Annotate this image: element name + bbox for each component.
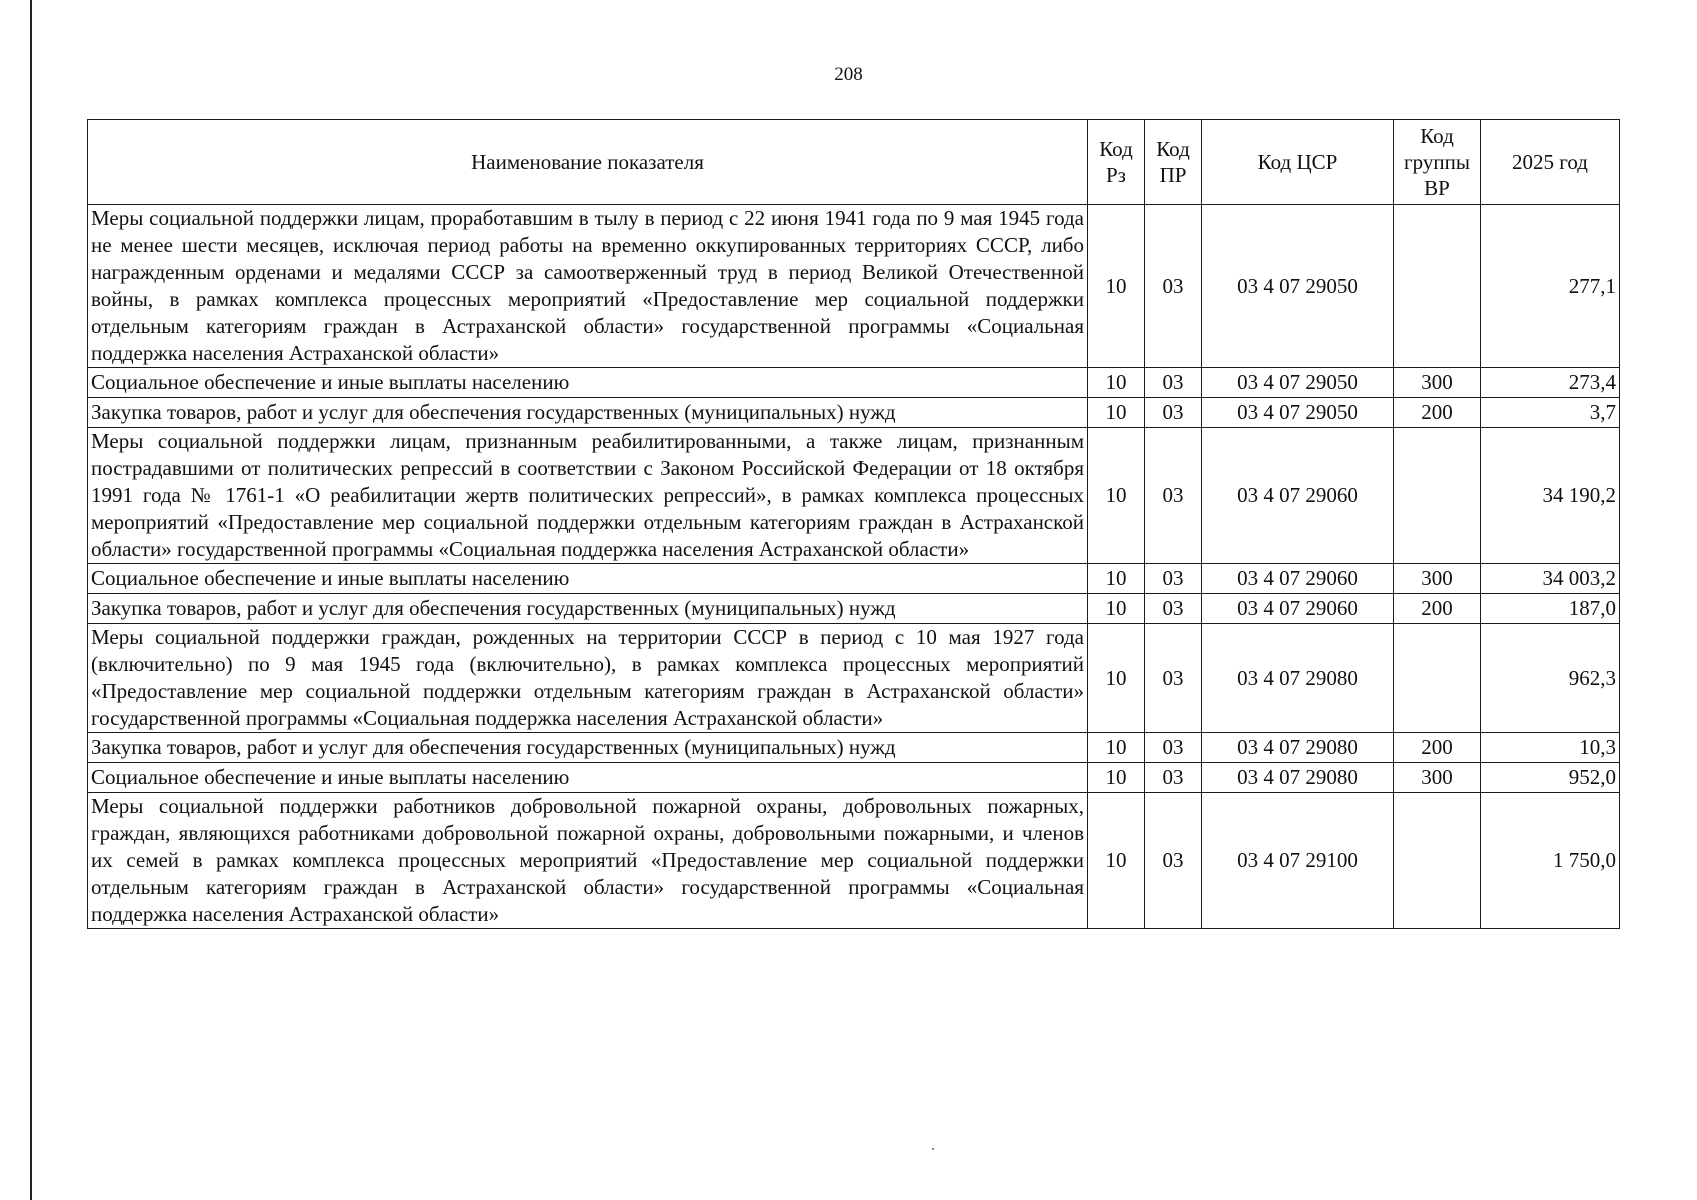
table-row [88, 368, 1620, 398]
header-vr: Код группы ВР [1394, 120, 1481, 205]
header-csr: Код ЦСР [1202, 120, 1394, 205]
row-csr: 03 4 07 29060 [1202, 594, 1394, 624]
row-rz: 10 [1088, 793, 1145, 929]
row-csr: 03 4 07 29050 [1202, 368, 1394, 398]
row-pr: 03 [1145, 398, 1202, 428]
row-vr: 200 [1394, 594, 1481, 624]
table-row [88, 793, 1620, 929]
row-csr: 03 4 07 29060 [1202, 564, 1394, 594]
row-csr: 03 4 07 29080 [1202, 624, 1394, 733]
row-amount: 962,3 [1481, 624, 1620, 733]
binding-margin-line [30, 0, 32, 1200]
row-csr: 03 4 07 29050 [1202, 398, 1394, 428]
row-amount: 34 003,2 [1481, 564, 1620, 594]
row-amount: 3,7 [1481, 398, 1620, 428]
row-csr: 03 4 07 29100 [1202, 793, 1394, 929]
row-rz: 10 [1088, 763, 1145, 793]
row-pr: 03 [1145, 763, 1202, 793]
row-pr: 03 [1145, 733, 1202, 763]
row-vr [1394, 205, 1481, 368]
table-row [88, 564, 1620, 594]
row-amount: 277,1 [1481, 205, 1620, 368]
header-rz: Код Рз [1088, 120, 1145, 205]
row-csr: 03 4 07 29080 [1202, 763, 1394, 793]
table-row [88, 594, 1620, 624]
row-name: Меры социальной поддержки граждан, рожденных на территории СССР в период с 10 мая 1927 года (включительно) по 9 мая 1945 года (включительно), в рамках комплекса процессных мероприятий «Предоставление мер социальной поддержки отдельным категориям граждан в Астраханской области» государственной программы «Социальная поддержка населения Астраханской области» [88, 624, 1088, 733]
row-pr: 03 [1145, 205, 1202, 368]
row-name: Социальное обеспечение и иные выплаты населению [88, 564, 1088, 594]
row-name: Меры социальной поддержки лицам, проработавшим в тылу в период с 22 июня 1941 года по 9 мая 1945 года не менее шести месяцев, исключая период работы на временно оккупированных территориях СССР, либо награжденным орденами и медалями СССР за самоотверженный труд в период Великой Отечественной войны, в рамках комплекса процессных мероприятий «Предоставление мер социальной поддержки отдельным категориям граждан в Астраханской области» государственной программы «Социальная поддержка населения Астраханской области» [88, 205, 1088, 368]
row-vr: 300 [1394, 763, 1481, 793]
row-csr: 03 4 07 29060 [1202, 428, 1394, 564]
row-pr: 03 [1145, 594, 1202, 624]
row-rz: 10 [1088, 594, 1145, 624]
row-name: Социальное обеспечение и иные выплаты населению [88, 763, 1088, 793]
row-name: Закупка товаров, работ и услуг для обеспечения государственных (муниципальных) нужд [88, 594, 1088, 624]
row-pr: 03 [1145, 428, 1202, 564]
row-amount: 10,3 [1481, 733, 1620, 763]
row-vr: 300 [1394, 564, 1481, 594]
table-row [88, 205, 1620, 368]
table-row [88, 763, 1620, 793]
row-pr: 03 [1145, 564, 1202, 594]
row-vr [1394, 624, 1481, 733]
header-name: Наименование показателя [88, 120, 1088, 205]
table-header-row [88, 120, 1620, 205]
row-amount: 1 750,0 [1481, 793, 1620, 929]
row-amount: 273,4 [1481, 368, 1620, 398]
row-amount: 187,0 [1481, 594, 1620, 624]
header-pr: Код ПР [1145, 120, 1202, 205]
row-csr: 03 4 07 29050 [1202, 205, 1394, 368]
row-rz: 10 [1088, 624, 1145, 733]
row-vr: 300 [1394, 368, 1481, 398]
row-vr: 200 [1394, 733, 1481, 763]
page-number: 208 [834, 64, 863, 85]
row-pr: 03 [1145, 368, 1202, 398]
row-rz: 10 [1088, 428, 1145, 564]
table-row [88, 733, 1620, 763]
row-vr: 200 [1394, 398, 1481, 428]
row-name: Социальное обеспечение и иные выплаты населению [88, 368, 1088, 398]
row-name: Закупка товаров, работ и услуг для обеспечения государственных (муниципальных) нужд [88, 398, 1088, 428]
scan-speck [932, 1148, 934, 1150]
row-name: Закупка товаров, работ и услуг для обеспечения государственных (муниципальных) нужд [88, 733, 1088, 763]
row-rz: 10 [1088, 398, 1145, 428]
table-row [88, 398, 1620, 428]
budget-table [87, 119, 1620, 929]
row-pr: 03 [1145, 624, 1202, 733]
row-rz: 10 [1088, 368, 1145, 398]
table-row [88, 428, 1620, 564]
row-vr [1394, 428, 1481, 564]
row-amount: 34 190,2 [1481, 428, 1620, 564]
row-name: Меры социальной поддержки работников добровольной пожарной охраны, добровольных пожарных, граждан, являющихся работниками добровольной пожарной охраны, добровольными пожарными, и членов их семей в рамках комплекса процессных мероприятий «Предоставление мер социальной поддержки отдельным категориям граждан в Астраханской области» государственной программы «Социальная поддержка населения Астраханской области» [88, 793, 1088, 929]
row-name: Меры социальной поддержки лицам, признанным реабилитированными, а также лицам, признанным пострадавшими от политических репрессий в соответствии с Законом Российской Федерации от 18 октября 1991 года № 1761-1 «О реабилитации жертв политических репрессий», в рамках комплекса процессных мероприятий «Предоставление мер социальной поддержки отдельным категориям граждан в Астраханской области» государственной программы «Социальная поддержка населения Астраханской области» [88, 428, 1088, 564]
row-rz: 10 [1088, 564, 1145, 594]
row-rz: 10 [1088, 733, 1145, 763]
row-amount: 952,0 [1481, 763, 1620, 793]
row-csr: 03 4 07 29080 [1202, 733, 1394, 763]
header-year: 2025 год [1481, 120, 1620, 205]
row-rz: 10 [1088, 205, 1145, 368]
row-pr: 03 [1145, 793, 1202, 929]
row-vr [1394, 793, 1481, 929]
table-row [88, 624, 1620, 733]
